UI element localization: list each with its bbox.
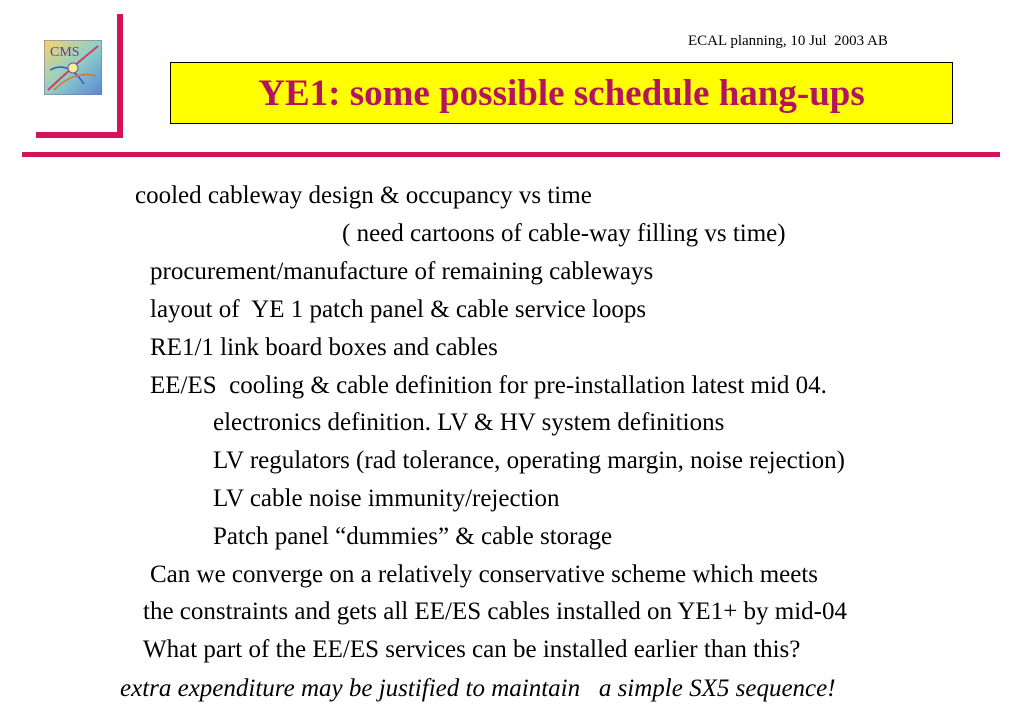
bullet-line: cooled cableway design & occupancy vs time: [135, 182, 592, 209]
page-title: YE1: some possible schedule hang-ups: [258, 72, 865, 114]
bullet-line: LV regulators (rad tolerance, operating margin, noise rejection): [213, 447, 845, 474]
title-box: [170, 62, 953, 124]
bullet-line-italic: extra expenditure may be justified to maintain a simple SX5 sequence!: [120, 675, 836, 702]
header-meta: ECAL planning, 10 Jul 2003 AB: [688, 33, 888, 49]
bullet-line: procurement/manufacture of remaining cableways: [150, 258, 654, 285]
bullet-line: layout of YE 1 patch panel & cable service loops: [150, 296, 647, 323]
bullet-line: EE/ES cooling & cable definition for pre-installation latest mid 04.: [150, 372, 827, 399]
bullet-line: the constraints and gets all EE/ES cables installed on YE1+ by mid-04: [143, 598, 848, 625]
accent-bar-horizontal: [36, 132, 123, 138]
bullet-line: ( need cartoons of cable-way filling vs time): [342, 220, 786, 247]
bullet-line: electronics definition. LV & HV system definitions: [213, 409, 725, 436]
accent-bar-vertical: [117, 14, 123, 138]
logo-text: CMS: [50, 45, 80, 60]
bullet-line: LV cable noise immunity/rejection: [213, 485, 560, 512]
bullet-line: What part of the EE/ES services can be installed earlier than this?: [143, 636, 801, 663]
bullet-line: Patch panel “dummies” & cable storage: [213, 523, 613, 550]
title-divider: [22, 152, 1000, 157]
cms-logo: [44, 40, 102, 95]
bullet-line: Can we converge on a relatively conservative scheme which meets: [150, 561, 819, 588]
bullet-line: RE1/1 link board boxes and cables: [150, 334, 498, 361]
